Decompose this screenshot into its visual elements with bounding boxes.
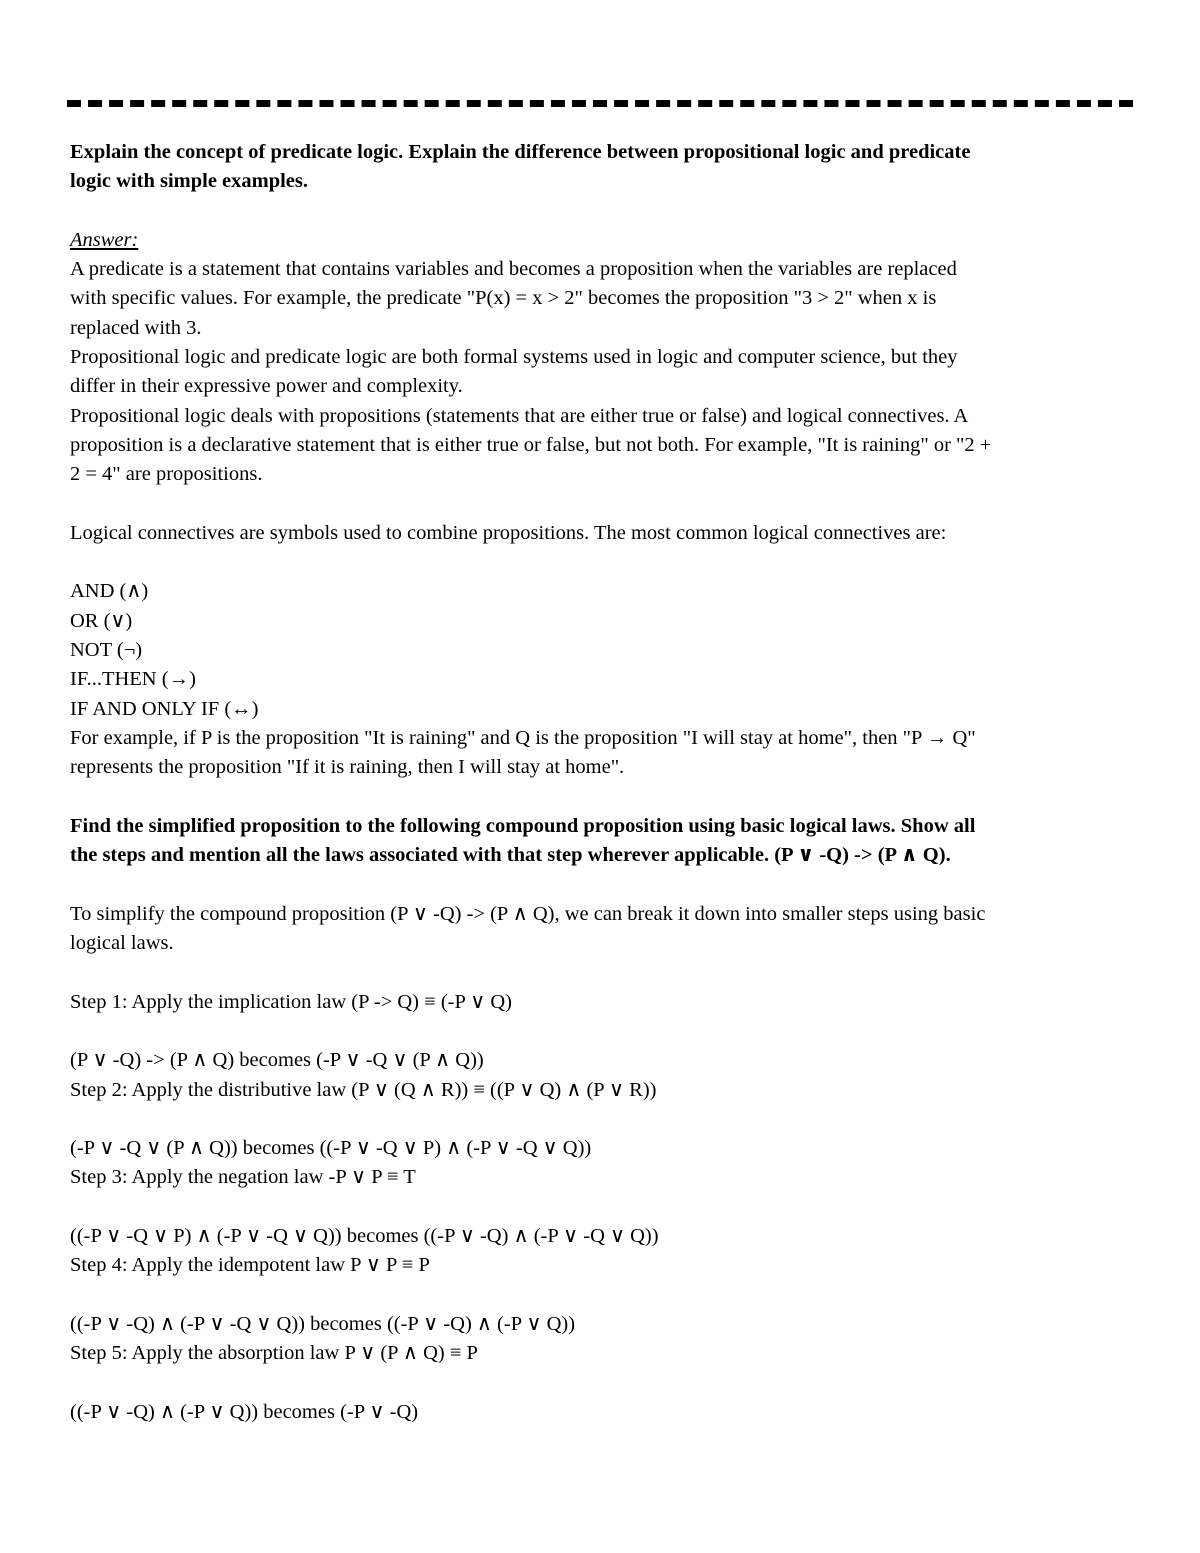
blank-line — [70, 783, 1132, 812]
answer-1-line: 2 = 4" are propositions. — [70, 463, 263, 486]
connective-item: NOT (¬) — [70, 639, 143, 662]
step-line: Step 3: Apply the negation law -P ∨ P ≡ T — [70, 1166, 416, 1189]
question-1 — [70, 138, 1132, 197]
connectives-intro: Logical connectives are symbols used to combine propositions. The most common logical connectives are: — [70, 521, 947, 544]
connective-item: AND (∧) — [70, 580, 149, 603]
step-result-line: ((-P ∨ -Q) ∧ (-P ∨ -Q ∨ Q)) becomes ((-P ∨ -Q) ∧ (-P ∨ Q)) — [70, 1312, 576, 1335]
step-result-line: (-P ∨ -Q ∨ (P ∧ Q)) becomes ((-P ∨ -Q ∨ P) ∧ (-P ∨ -Q ∨ Q)) — [70, 1137, 592, 1160]
blank-line — [70, 1105, 1132, 1134]
connective-item: OR (∨) — [70, 609, 133, 632]
blank-line — [70, 958, 1132, 987]
simplification-steps — [70, 988, 1132, 1427]
answer-1-line: replaced with 3. — [70, 316, 202, 339]
answer-1-line: Propositional logic and predicate logic are both formal systems used in logic and computer science, but they — [70, 346, 958, 369]
answer-1-line: with specific values. For example, the predicate "P(x) = x > 2" becomes the proposition "3 > 2" when x is — [70, 287, 937, 310]
answer-label: Answer: — [70, 228, 139, 251]
step-result-line: ((-P ∨ -Q ∨ P) ∧ (-P ∨ -Q ∨ Q)) becomes ((-P ∨ -Q) ∧ (-P ∨ -Q ∨ Q)) — [70, 1224, 659, 1247]
answer-1-line: proposition is a declarative statement that is either true or false, but not both. For example, "It is raining" or "2 + — [70, 433, 992, 456]
step-line: Step 2: Apply the distributive law (P ∨ (Q ∧ R)) ≡ ((P ∨ Q) ∧ (P ∨ R)) — [70, 1078, 657, 1101]
blank-line — [70, 548, 1132, 577]
answer-1-line: differ in their expressive power and complexity. — [70, 375, 463, 398]
example-paragraph — [70, 724, 1132, 783]
intro-2-line: To simplify the compound proposition (P ∨ -Q) -> (P ∧ Q), we can break it down into smaller steps using basic — [70, 902, 986, 925]
step-result-line: (P ∨ -Q) -> (P ∧ Q) becomes (-P ∨ -Q ∨ (P ∧ Q)) — [70, 1049, 484, 1072]
question-1-line: Explain the concept of predicate logic. Explain the difference between propositional logic and predicate — [70, 141, 971, 163]
question-2-line: Find the simplified proposition to the following compound proposition using basic logical laws. Show all — [70, 814, 976, 837]
blank-line — [70, 490, 1132, 519]
connective-item: IF AND ONLY IF (↔) — [70, 697, 259, 720]
question-2 — [70, 812, 1132, 871]
connectives-list — [70, 577, 1132, 723]
example-line: represents the proposition "If it is raining, then I will stay at home". — [70, 756, 625, 779]
example-line: For example, if P is the proposition "It is raining" and Q is the proposition "I will stay at home", then "P → Q" — [70, 726, 976, 749]
question-1-line: logic with simple examples. — [70, 170, 309, 193]
answer-heading — [70, 226, 1132, 255]
blank-line — [70, 870, 1132, 899]
question-2-line: the steps and mention all the laws associated with that step wherever applicable. (P ∨ -Q) -> (P ∧ Q). — [70, 844, 951, 867]
document-body — [70, 138, 1132, 1427]
step-line: Step 4: Apply the idempotent law P ∨ P ≡ P — [70, 1254, 430, 1277]
intro-2 — [70, 900, 1132, 959]
blank-line — [70, 1017, 1132, 1046]
blank-line — [70, 1193, 1132, 1222]
blank-line — [70, 1281, 1132, 1310]
answer-1-line: Propositional logic deals with propositions (statements that are either true or false) and logical connectives. A — [70, 404, 969, 427]
connective-item: IF...THEN (→) — [70, 668, 196, 691]
answer-1-line: A predicate is a statement that contains variables and becomes a proposition when the variables are replaced — [70, 258, 957, 281]
step-line: Step 5: Apply the absorption law P ∨ (P ∧ Q) ≡ P — [70, 1342, 478, 1365]
step-result-line: ((-P ∨ -Q) ∧ (-P ∨ Q)) becomes (-P ∨ -Q) — [70, 1400, 419, 1423]
answer-1 — [70, 255, 1132, 489]
dashed-separator — [67, 100, 1133, 107]
blank-line — [70, 1368, 1132, 1397]
step-line: Step 1: Apply the implication law (P -> Q) ≡ (-P ∨ Q) — [70, 990, 513, 1013]
intro-2-line: logical laws. — [70, 932, 174, 955]
blank-line — [70, 197, 1132, 226]
